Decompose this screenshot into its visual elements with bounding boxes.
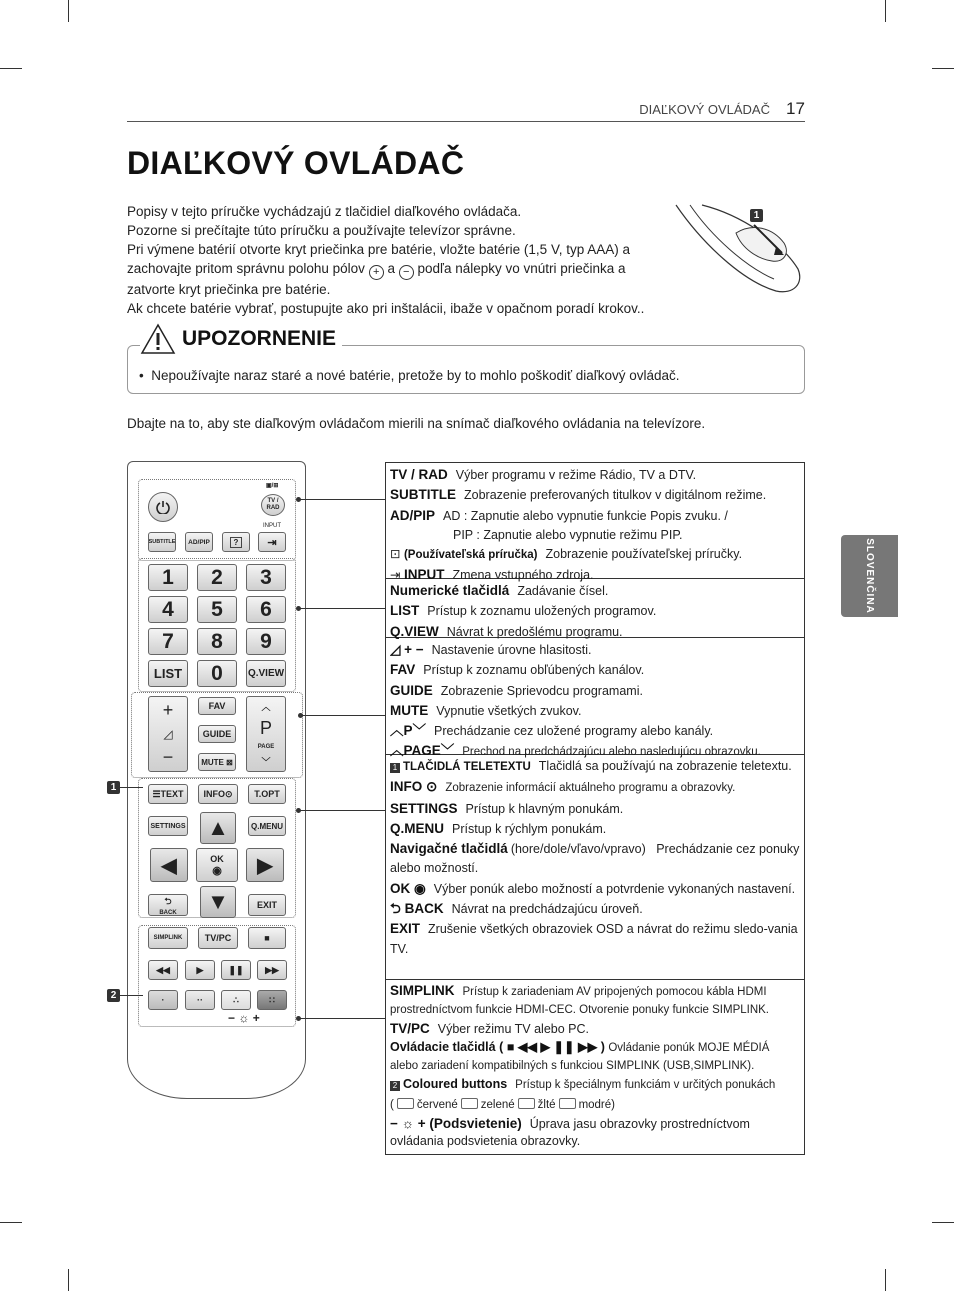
ok-icon: ◉ [212, 864, 222, 877]
leader-line [120, 995, 143, 996]
input-button[interactable] [258, 532, 286, 552]
leader-line [298, 810, 385, 811]
guide-button[interactable]: GUIDE [198, 725, 236, 743]
backlight-icon: ☼ [238, 1011, 250, 1025]
description-section-media: SIMPLINK Prístup k zariadeniam AV pripojených pomocou kábla HDMI prostredníctvom funkcie HDMI-CEC. Otvorenie ponuky funkcie SIMPLINK. TV/PC Výber režimu TV alebo PC. Ovládacie tlačidlá ( ■ ◀◀ ▶ ❚❚ ▶▶ ) Ovládanie ponúk MOJE MÉDIÁ alebo zariadení kompatibilných s funkciou SIMPLINK (USB,SIMPLINK). 2 Coloured buttons Prístup k špeciálnym funkciám v určitých ponukách ( červené zelené žlté modré) − ☼ + (Podsvietenie) Úprava jasu obrazovky prostredníctvom ovládania podsvietenia obrazovky. [390, 983, 776, 1148]
digit-8-button[interactable]: 8 [197, 628, 237, 655]
settings-button[interactable]: SETTINGS [148, 816, 188, 836]
media-control-icons: ■ ◀◀ ▶ ❚❚ ▶▶ [506, 1040, 598, 1055]
leader-line [298, 1018, 385, 1019]
program-label: P [259, 718, 272, 738]
crop-mark [885, 0, 886, 22]
header-rule [127, 121, 805, 122]
info-icon: ⊙ [224, 788, 233, 799]
leader-line [300, 715, 385, 716]
remote-illustration [127, 461, 306, 1099]
minus-icon: − [162, 747, 174, 767]
qmenu-button[interactable]: Q.MENU [248, 816, 286, 836]
digit-2-button[interactable]: 2 [197, 564, 237, 591]
play-button[interactable] [185, 960, 215, 980]
power-button[interactable] [148, 492, 178, 522]
input-icon: ⇥ [390, 568, 404, 583]
dots-icon: ·· [197, 995, 203, 1005]
page-number: 17 [786, 99, 805, 118]
volume-icon: ◿ + − [390, 642, 424, 657]
simplink-button[interactable]: SIMPLINK [148, 927, 188, 949]
crop-mark [68, 0, 69, 22]
crop-mark [932, 68, 954, 69]
backlight-icon: − ☼ + [390, 1115, 426, 1131]
digit-4-button[interactable]: 4 [148, 596, 188, 623]
digit-3-button[interactable]: 3 [246, 564, 286, 591]
info-icon: ⊙ [426, 779, 438, 795]
leader-line [120, 787, 143, 788]
tv-rad-button[interactable]: TV / RAD [261, 494, 285, 516]
leader-line [298, 608, 385, 609]
caution-text: • Nepoužívajte naraz staré a nové batérie, pretože by to mohlo poškodiť diaľkový ovládač. [139, 368, 680, 383]
adpip-button[interactable]: AD/PIP [185, 532, 213, 552]
pause-button[interactable] [221, 960, 251, 980]
page-label: PAGE [257, 744, 275, 750]
rewind-icon: ◀◀ [156, 964, 170, 975]
running-header: DIAĽKOVÝ OVLÁDAČ [639, 102, 770, 117]
intro-line: zachovajte pritom správnu polohu pólov + a − podľa nálepky vo vnútri priečinka a [127, 261, 626, 278]
stop-icon: ■ [264, 933, 270, 943]
input-label: INPUT [263, 523, 281, 529]
page-title: DIAĽKOVÝ OVLÁDAČ [127, 145, 465, 181]
exit-button[interactable]: EXIT [248, 894, 286, 916]
red-button[interactable] [148, 990, 178, 1010]
arrow-right-icon: ▶ [257, 854, 273, 877]
nav-right-button[interactable] [246, 848, 284, 882]
plus-pole-icon: + [369, 265, 384, 280]
volume-rocker[interactable] [148, 696, 188, 772]
nav-down-button[interactable] [200, 886, 236, 918]
tvpc-button[interactable]: TV/PC [198, 927, 238, 949]
crop-mark [885, 1269, 886, 1291]
teletext-icon: ☰ [152, 788, 161, 799]
red-button-icon [397, 1098, 414, 1109]
green-button-icon [461, 1098, 478, 1109]
program-rocker[interactable] [246, 696, 286, 772]
fav-button[interactable]: FAV [198, 697, 236, 715]
ok-icon: ◉ [414, 880, 426, 896]
plus-icon: + [162, 700, 174, 720]
leader-line [298, 499, 385, 500]
description-section-top: TV / RAD Výber programu v režime Rádio, TV a DTV. SUBTITLE Zobrazenie preferovaných titulkov v digitálnom režime. AD/PIP AD : Zapnutie alebo vypnutie funkcie Popis zvuku. / PIP : Zapnutie alebo vypnutie režimu PIP. ⊡ (Používateľská príručka) Zobrazenie používateľskej príručky. ⇥ INPUT Zmena vstupného zdroja. [386, 463, 804, 579]
text-button[interactable]: ☰ TEXT [148, 784, 188, 804]
backlight-control[interactable] [228, 1011, 260, 1025]
teletext-marker-icon: 1 [390, 763, 400, 773]
back-icon: ⮌ [390, 901, 401, 917]
pause-icon: ❚❚ [228, 964, 244, 975]
mute-icon: ⊠ [223, 757, 233, 767]
arrow-left-icon: ◀ [161, 854, 177, 877]
topt-button[interactable]: T.OPT [248, 784, 286, 804]
chevron-up-icon: ︿ [390, 743, 404, 759]
nav-left-button[interactable] [150, 848, 188, 882]
plus-icon: + [252, 1011, 260, 1025]
play-icon: ▶ [196, 964, 204, 975]
intro-line: Popisy v tejto príručke vychádzajú z tlačidiel diaľkového ovládača. [127, 204, 522, 219]
green-button[interactable] [185, 990, 215, 1010]
intro-line: Pri výmene batérií otvorte kryt priečinka pre batérie, vložte batérie (1,5 V, typ AAA) a [127, 242, 630, 257]
user-guide-icon: ⊡ [390, 547, 404, 562]
intro-line: Ak chcete batérie vybrať, postupujte ako pri inštalácii, ibaže v opačnom poradí krokov.. [127, 301, 645, 316]
minus-pole-icon: − [399, 265, 414, 280]
arrow-down-icon: ▼ [207, 889, 229, 914]
chevron-down-icon: ﹀ [440, 743, 455, 759]
user-guide-button[interactable] [222, 532, 250, 552]
yellow-button-icon [518, 1098, 535, 1109]
caution-title: UPOZORNENIE [182, 327, 337, 350]
fast-forward-button[interactable] [257, 960, 287, 980]
input-icon: ⇥ [267, 536, 277, 549]
ok-button[interactable]: OK ◉ [196, 848, 238, 882]
description-section-numbers: Numerické tlačidlá Zadávanie čísel. LIST Prístup k zoznamu uložených programov. Q.VIEW Návrat k predošlému programu. [386, 579, 804, 638]
digit-0-button[interactable]: 0 [197, 660, 237, 687]
description-section-volume: ◿ + − Nastavenie úrovne hlasitosti. FAV Prístup k zoznamu obľúbených kanálov. GUIDE Zobrazenie Sprievodcu programami. MUTE Vypnutie všetkých zvukov. ︿P﹀ Prechádzanie cez uložené programy alebo kanály. ︿PAGE﹀ Prechod na predchádzajúcu alebo nasledujúcu obrazovku. [386, 638, 804, 755]
dots-icon: ∷ [269, 994, 275, 1005]
volume-icon: ◿ [163, 727, 173, 741]
crop-mark [932, 1222, 954, 1223]
nav-up-button[interactable] [200, 812, 236, 844]
subtitle-button[interactable]: SUBTITLE [148, 532, 176, 552]
aim-instruction: Dbajte na to, aby ste diaľkovým ovládačom mierili na snímač diaľkového ovládania na televízore. [127, 416, 706, 431]
stop-button[interactable] [248, 927, 286, 949]
button-description-table [385, 462, 805, 1155]
description-section-teletext: 1 TLAČIDLÁ TELETEXTU Tlačidlá sa používajú na zobrazenie teletextu. INFO ⊙ Zobrazenie informácií aktuálneho programu a obrazovky. SETTINGS Prístup k hlavným ponukám. Q.MENU Prístup k rýchlym ponukám. Navigačné tlačidlá (hore/dole/vľavo/vpravo) Prechádzanie cez ponuky alebo možností. OK ◉ Výber ponúk alebo možností a potvrdenie vykonaných nastavení. ⮌ BACK Návrat na predchádzajúcu úroveň. EXIT Zrušenie všetkých obrazoviek OSD a návrat do režimu sledo-vania TV. [386, 755, 804, 980]
crop-mark [0, 68, 22, 69]
crop-mark [0, 1222, 22, 1223]
language-tab: SLOVENČINA [841, 535, 898, 617]
digit-9-button[interactable]: 9 [246, 628, 286, 655]
dots-icon: ∴ [233, 994, 239, 1005]
chevron-down-icon: ﹀ [412, 723, 427, 739]
digit-5-button[interactable]: 5 [197, 596, 237, 623]
caution-header [140, 323, 342, 355]
back-icon: ⮌ [164, 896, 172, 906]
intro-line: Pozorne si prečítajte túto príručku a používajte televízor správne. [127, 223, 516, 238]
intro-text [127, 202, 687, 318]
chevron-down-icon: ﹀ [261, 757, 271, 767]
mute-button[interactable]: MUTE ⊠ [198, 753, 236, 771]
fast-forward-icon: ▶▶ [265, 964, 279, 975]
mode-icon: ▣/⊞ [266, 483, 279, 489]
blue-button-icon [559, 1098, 576, 1109]
colour-marker: 2 [107, 989, 120, 1002]
chevron-up-icon: ︿ [390, 723, 404, 739]
back-button[interactable]: ⮌ BACK [148, 894, 188, 916]
blue-button[interactable] [257, 990, 287, 1010]
yellow-button[interactable] [221, 990, 251, 1010]
qview-button[interactable]: Q.VIEW [246, 660, 286, 687]
chevron-up-icon: ︿ [261, 702, 271, 712]
digit-6-button[interactable]: 6 [246, 596, 286, 623]
crop-mark [68, 1269, 69, 1291]
arrow-up-icon: ▲ [207, 815, 229, 840]
battery-cover-illustration [672, 203, 812, 295]
dot-icon: · [161, 995, 165, 1005]
list-button[interactable]: LIST [148, 660, 188, 687]
minus-icon: − [228, 1011, 236, 1025]
digit-7-button[interactable]: 7 [148, 628, 188, 655]
info-button[interactable]: INFO ⊙ [198, 784, 238, 804]
colour-marker-icon: 2 [390, 1081, 400, 1091]
power-icon [156, 500, 170, 514]
rewind-button[interactable] [148, 960, 178, 980]
digit-1-button[interactable]: 1 [148, 564, 188, 591]
warning-triangle-icon [140, 323, 176, 355]
user-guide-icon: ? [230, 537, 243, 548]
intro-line: zatvorte kryt priečinka pre batérie. [127, 282, 331, 297]
battery-step-marker: 1 [750, 209, 763, 222]
teletext-marker: 1 [107, 781, 120, 794]
